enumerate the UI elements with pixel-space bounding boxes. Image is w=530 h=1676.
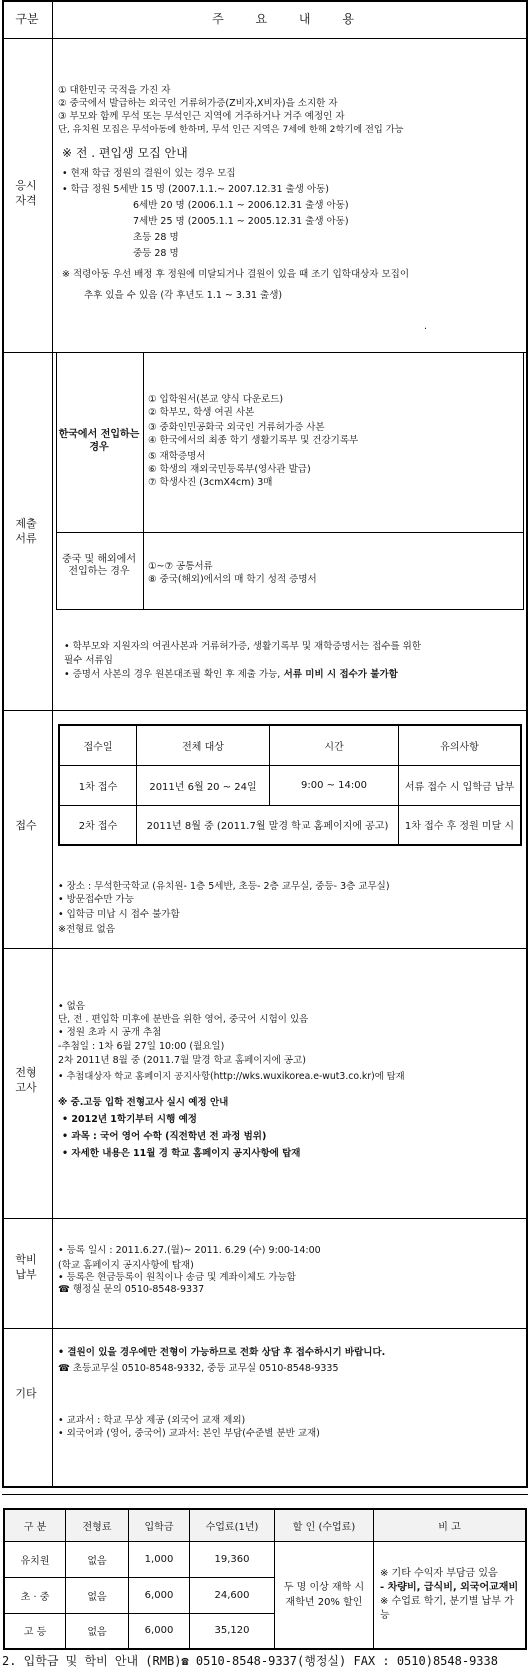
document-item: ① 입학원서(본교 양식 다운로드) (148, 394, 284, 405)
document-item: ①~⑦ 공통서류 (148, 561, 213, 572)
etc-line: • 결원이 있을 경우에만 전형이 가능하므로 전화 상담 후 접수하시기 바랍니다. (58, 1347, 386, 1358)
fee-cell: 6,000 (129, 1613, 190, 1649)
fee-th: 전형료 (66, 1509, 129, 1541)
row-divider (2, 1328, 528, 1329)
fee-th: 입학금 (129, 1509, 190, 1541)
transfer-subtitle: ※ 전 . 편입생 모집 안내 (62, 146, 188, 160)
etc-line: ☎ 초등교무실 0510-8548-9332, 중등 교무실 0510-8548-9335 (58, 1363, 339, 1374)
quota-row: 6세반 20 명 (2006.1.1 ~ 2006.12.31 출생 아동) (133, 200, 349, 211)
application-note: • 장소 : 무석한국학교 (유치원- 1층 5세반, 초등- 2층 교무실, 중등- 3층 교무실) (58, 881, 390, 892)
document-item: ⑧ 중국(해외)에서의 매 학기 성적 증명서 (148, 574, 317, 585)
fee-discount: 두 명 이상 재학 시 재학년 20% 할인 (275, 1541, 374, 1649)
application-cell: 2011년 8월 중 (2011.7월 말경 학교 홈페이지에 공고) (137, 805, 399, 845)
fee-cell: 유치원 (4, 1541, 66, 1577)
quota-row: 7세반 25 명 (2005.1.1 ~ 2005.12.31 출생 아동) (133, 216, 349, 227)
th-date: 접수일 (59, 725, 137, 765)
dot-mark: . (424, 321, 428, 332)
early-admission-note: 추후 있을 수 있음 (각 후년도 1.1 ~ 3.31 출생) (84, 290, 283, 301)
exam-line: • 추첨대상자 학교 홈페이지 공지사항(http://wks.wuxikorea.e-wut3.co.kr)에 탑재 (58, 1071, 405, 1082)
exam-line: 단, 전 . 편입학 미후에 분반을 위한 영어, 중국어 시험이 있음 (58, 1014, 309, 1025)
exam-subline: • 과목 : 국어 영어 수학 (직전학년 전 과정 범위) (62, 1131, 267, 1142)
documents-note: • 증명서 사본의 경우 원본대조필 확인 후 제출 가능, 서류 미비 시 접수가 불가함 (64, 669, 398, 680)
application-cell: 1차 접수 후 정원 미달 시 (399, 805, 522, 845)
transfer-bullet: • 학급 정원 5세반 15 명 (2007.1.1.~ 2007.12.31 출생 아동) (62, 184, 329, 195)
row-divider (2, 38, 528, 39)
th-target: 전체 대상 (137, 725, 270, 765)
fee-cell: 19,360 (190, 1541, 275, 1577)
exam-line: -추첨일 : 1차 6월 27일 10:00 (월요일) (58, 1041, 225, 1052)
section-label-tuition: 학비 납부 (15, 1253, 37, 1281)
etc-line: • 외국어과 (영어, 중국어) 교과서: 본인 부담(수준별 분반 교재) (58, 1428, 320, 1439)
exam-subtitle: ※ 중.고등 입학 전형고사 실시 예정 안내 (58, 1097, 229, 1108)
row-divider (2, 1218, 528, 1219)
fee-cell: 24,600 (190, 1577, 275, 1613)
documents-subtable-row-divider (56, 532, 524, 533)
col-divider (52, 0, 53, 1488)
fee-cell: 35,120 (190, 1613, 275, 1649)
fee-cell: 고 등 (4, 1613, 66, 1649)
fee-cell: 초 · 중 (4, 1577, 66, 1613)
th-time: 시간 (270, 725, 399, 765)
application-note: • 입학금 미납 시 접수 불가함 (58, 909, 180, 920)
section-label-documents: 제출 서류 (15, 517, 37, 545)
fee-cell: 없음 (66, 1613, 129, 1649)
eligibility-line: ③ 부모와 함께 무석 또는 무석인근 지역에 거주하거나 거주 예정인 자 (58, 111, 345, 122)
fee-cell: 없음 (66, 1577, 129, 1613)
etc-line: • 교과서 : 학교 무상 제공 (외국어 교재 제외) (58, 1415, 246, 1426)
fee-cell: 없음 (66, 1541, 129, 1577)
sub-label-korea: 한국에서 전입하는 경우 (58, 429, 140, 453)
fee-remark: ※ 기타 수익자 부담금 있음 (380, 1567, 498, 1579)
row-divider (2, 948, 528, 949)
document-item: ⑦ 학생사진 (3cmX4cm) 3매 (148, 477, 273, 488)
document-item: ② 학부모, 학생 여권 사본 (148, 407, 255, 418)
fee-th: 구 분 (4, 1509, 66, 1541)
fee-th: 할 인 (수업료) (275, 1509, 374, 1541)
application-note: • 방문접수만 가능 (58, 894, 134, 905)
application-note: ※전형료 없음 (58, 924, 115, 935)
section-separator (2, 1494, 528, 1495)
section-label-exam: 전형 고사 (15, 1066, 37, 1094)
tuition-line: • 등록은 현금등록이 원칙이나 송금 및 계좌이체도 가능함 (58, 1272, 296, 1283)
tuition-line: • 등록 일시 : 2011.6.27.(월)~ 2011. 6.29 (수) 9:00-14:00 (58, 1245, 321, 1256)
section-label-application: 접수 (15, 819, 37, 832)
exam-subline: • 2012년 1학기부터 시행 예정 (62, 1114, 197, 1125)
sub-label-abroad: 중국 및 해외에서 전입하는 경우 (62, 554, 136, 577)
application-table (58, 724, 522, 846)
early-admission-note: ※ 적령아동 우선 배정 후 정원에 미달되거나 결원이 있을 때 조기 입학대상자 모집이 (62, 269, 410, 280)
fee-th: 비 고 (374, 1509, 527, 1541)
tuition-line: ☎ 행정실 문의 0510-8548-9337 (58, 1284, 205, 1295)
exam-line: • 없음 (58, 1001, 85, 1012)
eligibility-line: ② 중국에서 발급하는 외국인 거류허가증(Z비자,X비자)을 소지한 자 (58, 98, 338, 109)
th-note: 유의사항 (399, 725, 522, 765)
fee-cell: 6,000 (129, 1577, 190, 1613)
fee-cell: 1,000 (129, 1541, 190, 1577)
quota-row: 초등 28 명 (133, 232, 179, 243)
fee-remark: - 차량비, 급식비, 외국어교재비 (380, 1581, 519, 1593)
footer-contact: 2. 입학금 및 학비 안내 (RMB)☎ 0510-8548-9337(행정실) FAX : 0510)8548-9338 (2, 1654, 498, 1668)
tuition-line: (학교 홈페이지 공지사항에 탑재) (58, 1260, 194, 1271)
fee-remark: ※ 수업료 학기, 분기별 납부 가능 (380, 1595, 514, 1621)
application-cell: 9:00 ~ 14:00 (270, 765, 399, 805)
documents-subtable-divider (143, 352, 144, 610)
documents-note: 필수 서류임 (64, 655, 113, 666)
exam-line: • 정원 초과 시 공개 추첨 (58, 1027, 162, 1038)
eligibility-line: ① 대한민국 국적을 가진 자 (58, 85, 171, 96)
application-cell: 2차 접수 (59, 805, 137, 845)
documents-note: • 학부모와 지원자의 여권사본과 거류허가증, 생활기록부 및 재학증명서는 접수를 위한 (64, 641, 421, 652)
transfer-bullet: • 현재 학급 정원의 결원이 있는 경우 모집 (62, 168, 236, 179)
document-item: ⑤ 재학증명서 (148, 451, 206, 462)
exam-line: 2차 2011년 8월 중 (2011.7월 말경 학교 홈페이지에 공고) (58, 1055, 306, 1066)
fee-th: 수업료(1년) (190, 1509, 275, 1541)
section-label-etc: 기타 (15, 1387, 37, 1400)
document-item: ④ 한국에서의 최종 학기 생활기록부 및 건강기록부 (148, 435, 359, 446)
eligibility-line: 단, 유치원 모집은 무석아동에 한하며, 무석 인근 지역은 7세에 한해 2학기에 전입 가능 (58, 124, 404, 135)
quota-row: 중등 28 명 (133, 248, 179, 259)
document-item: ③ 중화인민공화국 외국인 거류허가증 사본 (148, 422, 325, 433)
fee-table (3, 1508, 527, 1650)
application-cell: 1차 접수 (59, 765, 137, 805)
header-col-category: 구분 (15, 12, 39, 26)
application-cell: 2011년 6월 20 ~ 24일 (137, 765, 270, 805)
document-item: ⑥ 학생의 재외국민등록부(영사관 발급) (148, 464, 311, 475)
row-divider (2, 710, 528, 711)
section-label-eligibility: 응시 자격 (15, 179, 37, 207)
application-cell: 서류 접수 시 입학금 납부 (399, 765, 522, 805)
header-col-content: 주 요 내 용 (212, 12, 368, 26)
fee-remarks (374, 1541, 527, 1649)
exam-subline: • 자세한 내용은 11월 경 학교 홈페이지 공지사항에 탑재 (62, 1148, 301, 1159)
